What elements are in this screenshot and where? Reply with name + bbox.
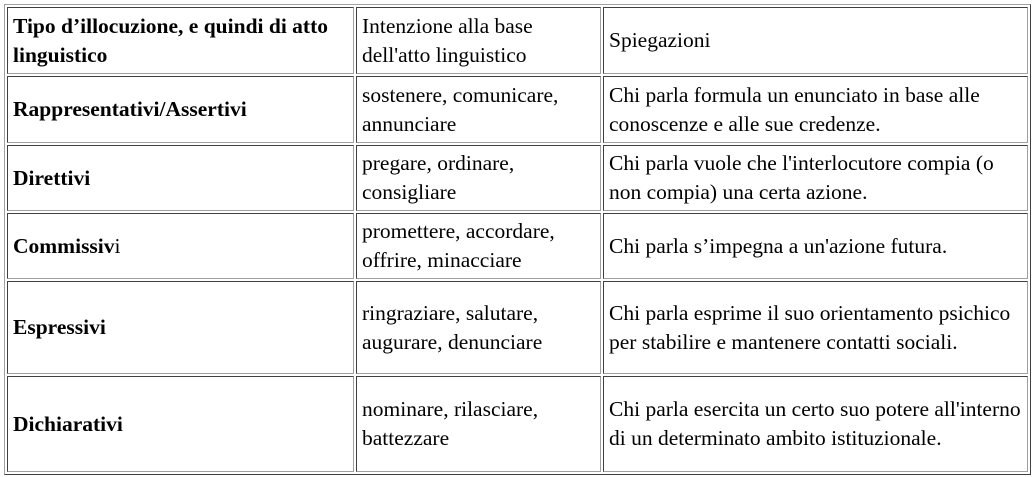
header-explanation: Spiegazioni: [603, 7, 1028, 74]
table-row: [7, 76, 1028, 143]
table-row: [7, 376, 1028, 472]
intention-cell: sostenere, comunicare, annunciare: [356, 76, 601, 143]
intention-cell: pregare, ordinare, consigliare: [356, 145, 601, 211]
intention-cell: promettere, accordare, offrire, minacciare: [356, 213, 601, 279]
type-cell: Dichiarativi: [7, 376, 354, 472]
explanation-cell: Chi parla esprime il suo orientamento psichico per stabilire e mantenere contatti sociali.: [603, 281, 1028, 374]
intention-cell: ringraziare, salutare, augurare, denunciare: [356, 281, 601, 374]
header-type: Tipo d’illocuzione, e quindi di atto linguistico: [7, 7, 354, 74]
explanation-cell: Chi parla s’impegna a un'azione futura.: [603, 213, 1028, 279]
table-row: [7, 281, 1028, 374]
type-cell: Rappresentativi/Assertivi: [7, 76, 354, 143]
type-cell: Espressivi: [7, 281, 354, 374]
header-row: [7, 7, 1028, 74]
intention-cell: nominare, rilasciare, battezzare: [356, 376, 601, 472]
type-cell-plain-part: i: [114, 233, 121, 258]
type-cell: [7, 213, 354, 279]
type-cell-bold-part: Commissiv: [13, 233, 115, 258]
table-row: [7, 213, 1028, 279]
table-row: [7, 145, 1028, 211]
type-cell: Direttivi: [7, 145, 354, 211]
explanation-cell: Chi parla vuole che l'interlocutore compia (o non compia) una certa azione.: [603, 145, 1028, 211]
explanation-cell: Chi parla formula un enunciato in base alle conoscenze e alle sue credenze.: [603, 76, 1028, 143]
table-container: [4, 4, 1031, 475]
header-intention: Intenzione alla base dell'atto linguistico: [356, 7, 601, 74]
speech-acts-table: [4, 4, 1031, 475]
explanation-cell: Chi parla esercita un certo suo potere all'interno di un determinato ambito istituzionale.: [603, 376, 1028, 472]
